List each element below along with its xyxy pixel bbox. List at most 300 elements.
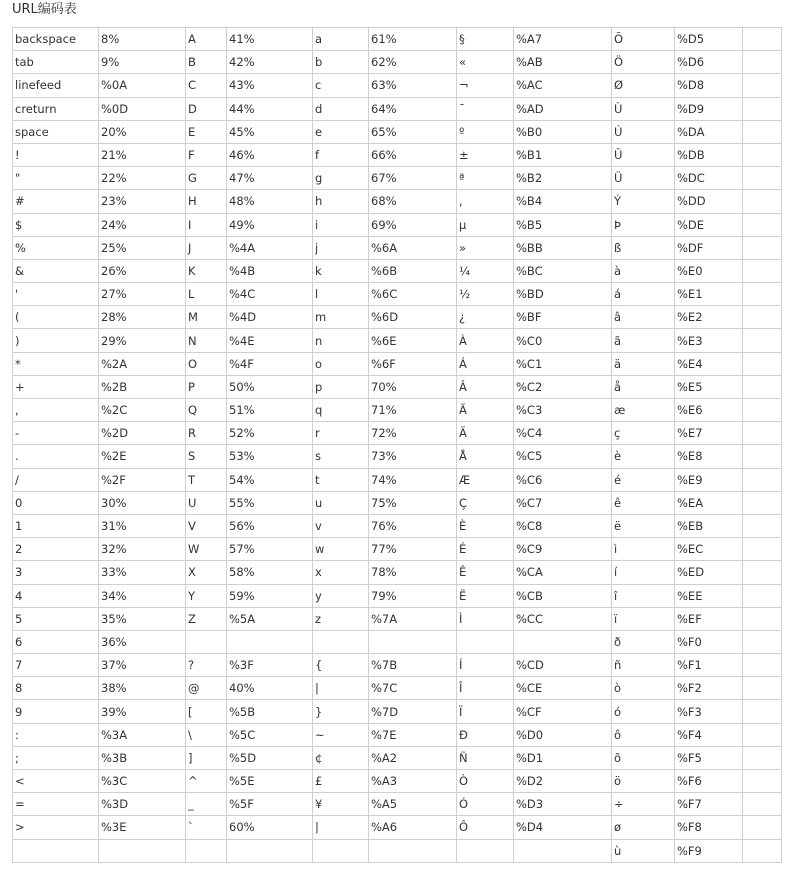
table-cell: %E6 <box>675 399 743 422</box>
table-cell: %DF <box>675 236 743 259</box>
table-cell: %F3 <box>675 700 743 723</box>
table-cell: ô <box>612 723 675 746</box>
table-cell: ~ <box>313 723 369 746</box>
table-cell: j <box>313 236 369 259</box>
table-cell: %E7 <box>675 422 743 445</box>
table-cell: q <box>313 399 369 422</box>
table-row <box>13 561 782 584</box>
table-cell: F <box>186 143 227 166</box>
table-cell: < <box>13 770 99 793</box>
table-cell: 69% <box>369 213 457 236</box>
table-cell: Ð <box>457 723 514 746</box>
table-cell: %3A <box>99 723 186 746</box>
table-cell: %AB <box>514 51 612 74</box>
table-cell: m <box>313 306 369 329</box>
table-cell: v <box>313 514 369 537</box>
table-cell: Ç <box>457 491 514 514</box>
table-cell: 56% <box>227 514 313 537</box>
table-cell: U <box>186 491 227 514</box>
table-cell: p <box>313 375 369 398</box>
table-cell: 27% <box>99 283 186 306</box>
table-cell: %3B <box>99 746 186 769</box>
table-cell: 51% <box>227 399 313 422</box>
table-row <box>13 28 782 51</box>
table-row <box>13 190 782 213</box>
table-cell: 49% <box>227 213 313 236</box>
table-cell: %C3 <box>514 399 612 422</box>
table-cell: ä <box>612 352 675 375</box>
table-cell: Å <box>457 445 514 468</box>
table-cell <box>743 283 782 306</box>
table-cell: Ï <box>457 700 514 723</box>
table-cell: %DA <box>675 120 743 143</box>
table-row <box>13 700 782 723</box>
table-cell: : <box>13 723 99 746</box>
table-cell: linefeed <box>13 74 99 97</box>
url-encoding-table <box>12 27 782 863</box>
table-cell: ï <box>612 607 675 630</box>
table-cell: %5E <box>227 770 313 793</box>
table-row <box>13 677 782 700</box>
table-cell: O <box>186 352 227 375</box>
table-cell: %E0 <box>675 259 743 282</box>
table-cell: %C8 <box>514 514 612 537</box>
table-cell: 21% <box>99 143 186 166</box>
table-row <box>13 538 782 561</box>
table-cell: ; <box>13 746 99 769</box>
table-row <box>13 213 782 236</box>
table-cell <box>369 630 457 653</box>
table-cell: á <box>612 283 675 306</box>
table-cell: C <box>186 74 227 97</box>
table-cell: 26% <box>99 259 186 282</box>
table-cell: %0A <box>99 74 186 97</box>
table-cell: Þ <box>612 213 675 236</box>
table-cell: %D5 <box>675 28 743 51</box>
table-cell: à <box>612 259 675 282</box>
table-cell: 6 <box>13 630 99 653</box>
table-cell <box>743 630 782 653</box>
table-cell: Í <box>457 654 514 677</box>
table-cell: 8% <box>99 28 186 51</box>
table-cell: b <box>313 51 369 74</box>
table-cell: æ <box>612 399 675 422</box>
table-row <box>13 375 782 398</box>
table-cell: Ý <box>612 190 675 213</box>
table-cell: 59% <box>227 584 313 607</box>
table-cell: l <box>313 283 369 306</box>
table-cell: J <box>186 236 227 259</box>
table-cell: ) <box>13 329 99 352</box>
table-cell: { <box>313 654 369 677</box>
table-cell: | <box>313 816 369 839</box>
table-cell: 25% <box>99 236 186 259</box>
table-cell: } <box>313 700 369 723</box>
table-cell <box>313 630 369 653</box>
table-cell: Â <box>457 375 514 398</box>
table-cell: 30% <box>99 491 186 514</box>
table-cell: ÷ <box>612 793 675 816</box>
table-cell: [ <box>186 700 227 723</box>
table-cell: ¼ <box>457 259 514 282</box>
table-cell: « <box>457 51 514 74</box>
table-cell: I <box>186 213 227 236</box>
table-row <box>13 746 782 769</box>
table-cell <box>743 213 782 236</box>
table-cell <box>743 329 782 352</box>
table-cell: 39% <box>99 700 186 723</box>
table-row <box>13 607 782 630</box>
table-cell: P <box>186 375 227 398</box>
table-cell: ¯ <box>457 97 514 120</box>
table-cell: , <box>457 190 514 213</box>
table-cell <box>227 839 313 862</box>
table-cell: Ë <box>457 584 514 607</box>
table-cell <box>743 746 782 769</box>
table-cell: %5F <box>227 793 313 816</box>
table-cell: %2A <box>99 352 186 375</box>
table-cell: %AC <box>514 74 612 97</box>
table-cell: z <box>313 607 369 630</box>
table-cell: Z <box>186 607 227 630</box>
table-cell: %6F <box>369 352 457 375</box>
table-cell: 61% <box>369 28 457 51</box>
table-cell: È <box>457 514 514 537</box>
table-cell: %6A <box>369 236 457 259</box>
table-cell <box>743 120 782 143</box>
table-cell: 36% <box>99 630 186 653</box>
table-cell: µ <box>457 213 514 236</box>
table-cell: 9% <box>99 51 186 74</box>
table-cell <box>186 839 227 862</box>
table-cell <box>743 259 782 282</box>
table-row <box>13 74 782 97</box>
table-cell: %F1 <box>675 654 743 677</box>
table-cell <box>514 839 612 862</box>
table-cell: %DD <box>675 190 743 213</box>
table-row <box>13 839 782 862</box>
table-cell: \ <box>186 723 227 746</box>
table-cell <box>743 816 782 839</box>
table-cell: 58% <box>227 561 313 584</box>
table-cell: %CE <box>514 677 612 700</box>
table-cell: n <box>313 329 369 352</box>
table-cell: À <box>457 329 514 352</box>
table-cell <box>457 839 514 862</box>
table-row <box>13 51 782 74</box>
table-cell: %C0 <box>514 329 612 352</box>
table-cell: Ö <box>612 51 675 74</box>
table-cell: ¢ <box>313 746 369 769</box>
table-cell: 55% <box>227 491 313 514</box>
table-cell <box>514 630 612 653</box>
table-cell: ¬ <box>457 74 514 97</box>
table-cell: ò <box>612 677 675 700</box>
table-cell: # <box>13 190 99 213</box>
table-cell: 23% <box>99 190 186 213</box>
table-cell: backspace <box>13 28 99 51</box>
table-cell: Q <box>186 399 227 422</box>
table-cell: %3E <box>99 816 186 839</box>
table-cell: ^ <box>186 770 227 793</box>
table-row <box>13 770 782 793</box>
table-cell: %5C <box>227 723 313 746</box>
table-cell: %CC <box>514 607 612 630</box>
table-cell: %D4 <box>514 816 612 839</box>
table-cell <box>313 839 369 862</box>
table-row <box>13 584 782 607</box>
table-cell: %DB <box>675 143 743 166</box>
table-row <box>13 283 782 306</box>
table-cell: %E2 <box>675 306 743 329</box>
table-cell: ` <box>186 816 227 839</box>
table-cell: %C2 <box>514 375 612 398</box>
table-cell <box>743 74 782 97</box>
table-row <box>13 167 782 190</box>
table-cell <box>369 839 457 862</box>
table-cell: $ <box>13 213 99 236</box>
table-cell: e <box>313 120 369 143</box>
table-cell: + <box>13 375 99 398</box>
table-cell: ? <box>186 654 227 677</box>
table-cell: %2D <box>99 422 186 445</box>
table-cell: 70% <box>369 375 457 398</box>
table-cell: g <box>313 167 369 190</box>
table-cell: 67% <box>369 167 457 190</box>
table-cell: %2E <box>99 445 186 468</box>
table-cell: Ø <box>612 74 675 97</box>
table-row <box>13 352 782 375</box>
table-cell: o <box>313 352 369 375</box>
table-cell: %BC <box>514 259 612 282</box>
table-cell: d <box>313 97 369 120</box>
table-cell: k <box>313 259 369 282</box>
table-cell: %CA <box>514 561 612 584</box>
table-cell: ! <box>13 143 99 166</box>
table-cell: i <box>313 213 369 236</box>
table-cell: ' <box>13 283 99 306</box>
table-cell: Æ <box>457 468 514 491</box>
table-row <box>13 816 782 839</box>
table-cell: Ü <box>612 167 675 190</box>
table-cell: H <box>186 190 227 213</box>
table-cell: %B5 <box>514 213 612 236</box>
table-cell: %EA <box>675 491 743 514</box>
table-cell: ø <box>612 816 675 839</box>
table-cell: - <box>13 422 99 445</box>
table-cell: ì <box>612 538 675 561</box>
table-cell: @ <box>186 677 227 700</box>
table-cell <box>743 514 782 537</box>
table-cell: 29% <box>99 329 186 352</box>
table-cell: %F4 <box>675 723 743 746</box>
table-cell: 64% <box>369 97 457 120</box>
table-cell: 0 <box>13 491 99 514</box>
table-cell: S <box>186 445 227 468</box>
table-row <box>13 422 782 445</box>
table-cell: %2B <box>99 375 186 398</box>
table-cell: %C7 <box>514 491 612 514</box>
table-cell: %6B <box>369 259 457 282</box>
table-cell: %EF <box>675 607 743 630</box>
table-cell: 76% <box>369 514 457 537</box>
table-cell <box>457 630 514 653</box>
table-cell: X <box>186 561 227 584</box>
table-cell <box>743 723 782 746</box>
table-cell: x <box>313 561 369 584</box>
table-cell: * <box>13 352 99 375</box>
table-row <box>13 259 782 282</box>
table-cell: 35% <box>99 607 186 630</box>
table-cell: ó <box>612 700 675 723</box>
table-cell: G <box>186 167 227 190</box>
table-cell: Ô <box>457 816 514 839</box>
table-cell: 34% <box>99 584 186 607</box>
table-cell: Ñ <box>457 746 514 769</box>
table-cell: %C5 <box>514 445 612 468</box>
table-cell: %4B <box>227 259 313 282</box>
table-cell: Á <box>457 352 514 375</box>
table-cell: å <box>612 375 675 398</box>
table-cell: %EB <box>675 514 743 537</box>
table-cell: E <box>186 120 227 143</box>
table-cell <box>743 236 782 259</box>
table-cell: R <box>186 422 227 445</box>
table-cell: 71% <box>369 399 457 422</box>
table-cell: %7C <box>369 677 457 700</box>
table-cell: %E8 <box>675 445 743 468</box>
table-cell <box>13 839 99 862</box>
table-cell: º <box>457 120 514 143</box>
table-cell: 52% <box>227 422 313 445</box>
table-cell: Y <box>186 584 227 607</box>
table-cell: ê <box>612 491 675 514</box>
table-cell: N <box>186 329 227 352</box>
table-cell: 46% <box>227 143 313 166</box>
table-cell: %E9 <box>675 468 743 491</box>
table-cell <box>743 607 782 630</box>
table-cell: â <box>612 306 675 329</box>
table-cell: w <box>313 538 369 561</box>
table-cell: 22% <box>99 167 186 190</box>
table-cell <box>743 793 782 816</box>
table-cell: > <box>13 816 99 839</box>
table-cell: ß <box>612 236 675 259</box>
table-cell: %4A <box>227 236 313 259</box>
table-row <box>13 654 782 677</box>
table-cell <box>227 630 313 653</box>
table-cell: %C4 <box>514 422 612 445</box>
table-cell: %7A <box>369 607 457 630</box>
table-cell <box>743 538 782 561</box>
table-cell <box>743 770 782 793</box>
table-cell: 72% <box>369 422 457 445</box>
table-cell: %B1 <box>514 143 612 166</box>
table-cell: ã <box>612 329 675 352</box>
table-cell: 20% <box>99 120 186 143</box>
table-cell: %4C <box>227 283 313 306</box>
table-cell: / <box>13 468 99 491</box>
table-cell <box>743 584 782 607</box>
table-cell: ñ <box>612 654 675 677</box>
table-cell: %C1 <box>514 352 612 375</box>
table-cell: h <box>313 190 369 213</box>
table-cell: %EE <box>675 584 743 607</box>
table-cell: Ò <box>457 770 514 793</box>
table-cell: y <box>313 584 369 607</box>
table-cell: 43% <box>227 74 313 97</box>
table-cell <box>743 97 782 120</box>
table-row <box>13 236 782 259</box>
table-cell: D <box>186 97 227 120</box>
table-row <box>13 399 782 422</box>
table-cell: tab <box>13 51 99 74</box>
table-cell: %D0 <box>514 723 612 746</box>
table-cell: £ <box>313 770 369 793</box>
table-cell: u <box>313 491 369 514</box>
table-cell: %3D <box>99 793 186 816</box>
table-cell: %F8 <box>675 816 743 839</box>
table-cell: %D2 <box>514 770 612 793</box>
table-cell: r <box>313 422 369 445</box>
table-cell: Î <box>457 677 514 700</box>
table-cell: Ê <box>457 561 514 584</box>
table-cell: T <box>186 468 227 491</box>
table-cell: %2F <box>99 468 186 491</box>
table-row <box>13 97 782 120</box>
table-cell: Ä <box>457 422 514 445</box>
table-cell: %3C <box>99 770 186 793</box>
table-cell: %B4 <box>514 190 612 213</box>
table-cell <box>743 167 782 190</box>
table-cell: %BF <box>514 306 612 329</box>
table-cell: 5 <box>13 607 99 630</box>
table-cell: 50% <box>227 375 313 398</box>
table-row <box>13 329 782 352</box>
table-cell: W <box>186 538 227 561</box>
table-cell: 40% <box>227 677 313 700</box>
table-cell: %E4 <box>675 352 743 375</box>
table-cell: %F2 <box>675 677 743 700</box>
table-cell: í <box>612 561 675 584</box>
table-cell: %F5 <box>675 746 743 769</box>
table-cell: %5B <box>227 700 313 723</box>
table-row <box>13 468 782 491</box>
table-cell: é <box>612 468 675 491</box>
table-cell <box>743 375 782 398</box>
table-cell: %BB <box>514 236 612 259</box>
table-cell: %7E <box>369 723 457 746</box>
table-row <box>13 445 782 468</box>
table-row <box>13 514 782 537</box>
table-cell: _ <box>186 793 227 816</box>
table-cell: É <box>457 538 514 561</box>
table-row <box>13 491 782 514</box>
table-cell: 78% <box>369 561 457 584</box>
table-cell: %6C <box>369 283 457 306</box>
table-cell: M <box>186 306 227 329</box>
table-cell: Õ <box>612 28 675 51</box>
table-cell: 73% <box>369 445 457 468</box>
table-cell: õ <box>612 746 675 769</box>
table-cell <box>743 190 782 213</box>
table-cell: A <box>186 28 227 51</box>
table-cell: 31% <box>99 514 186 537</box>
table-cell: s <box>313 445 369 468</box>
table-cell: %A5 <box>369 793 457 816</box>
table-cell <box>743 28 782 51</box>
table-cell: î <box>612 584 675 607</box>
